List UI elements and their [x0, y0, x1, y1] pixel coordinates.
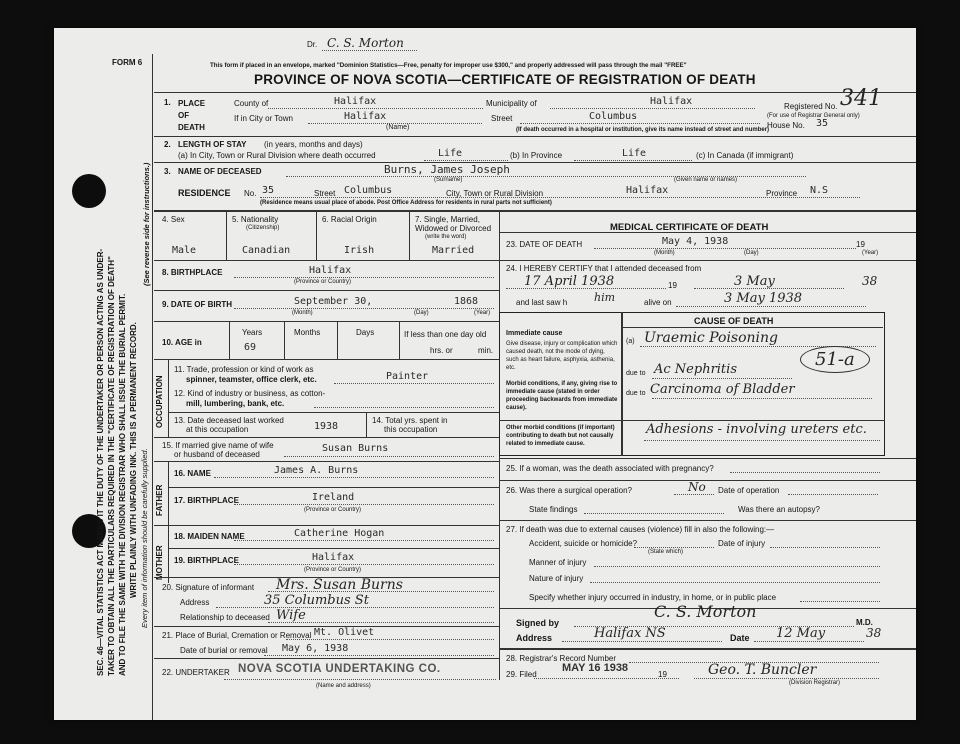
surgical-value: No [688, 480, 706, 494]
stay-province-value: Life [622, 148, 647, 159]
burial-place: Mt. Olivet [314, 627, 375, 638]
certificate-title: PROVINCE OF NOVA SCOTIA—CERTIFICATE OF REGISTRATION OF DEATH [254, 72, 756, 87]
dr-name: C. S. Morton [327, 36, 404, 50]
dr-label: Dr. [307, 40, 318, 49]
dob-year-value: 1868 [454, 296, 479, 307]
father-birthplace: Ireland [312, 492, 355, 503]
sidebar-line-4: WRITE PLAINLY WITH UNFADING INK. THIS IS A PERMANENT RECORD. [129, 322, 138, 598]
cause-code: 51-a [800, 346, 870, 373]
city-value: Halifax [344, 111, 387, 122]
residence-province: N.S [810, 185, 829, 196]
form-number: FORM 6 [112, 58, 143, 67]
informant-signature: Mrs. Susan Burns [276, 577, 403, 593]
cause-due-to-c: Carcinoma of Bladder [650, 382, 795, 397]
marital-status-value: Married [432, 245, 475, 256]
attended-to: 3 May [734, 274, 775, 289]
age-years-value: 69 [244, 342, 257, 353]
length-of-stay-label: LENGTH OF STAY [178, 140, 247, 149]
postage-note: This form if placed in an envelope, marked "Dominion Statistics—Free, penalty for improper use $300," and properly addressed will pass through the mail "FREE" [210, 62, 687, 69]
county-value: Halifax [334, 96, 377, 107]
death-certificate: SEC. 46—VITAL STATISTICS ACT MAKES IT THE DUTY OF THE UNDERTAKER OR PERSON ACTING AS UNDER- TAKER TO OBTAIN ALL THE PARTICULARS REQUIRED IN THE "CERTIFICATE OF REGISTRATION OF DEATH" AND TO FILE THE SAME WITH THE DIVISION REGISTRAR WHO SHALL ISSUE THE BURIAL PERMIT. WRITE PLAINLY WITH UNFADING INK. THIS IS A PERMANENT RECORD. Every item of information should be carefully supplied. (See reverse side for instructions.) FORM 6 Dr. C. S. Morton This form if placed in an envelope, marked "Dominion Statistics—Free, penalty for improper use $300," and properly addressed will pass through the mail "FREE" PROVINCE OF NOVA SCOTIA—CERTIFICATE OF REGISTRATION OF DEATH 1. PLACE OF DEATH County of Halifax Municipality of Halifax Registered No. 341 If in City or Town Halifax (Name) Street Columbus (For use of Registrar General only) House No. 35 (If death occurred in a hospital or institution, give its name instead of street and number) 2. LENGTH OF STAY (in years, months and days) (a) In City, Town or Rural Division where death occurred Life (b) In Province Life (c) In Canada (if immigrant) 3. NAME OF DECEASED Burns, James Joseph (Surname) (Given name or names) RESIDENCE No. 35 Street Columbus City, Town or Rural Division Halifax Province N.S (Residence means usual place of abode. Post Office Address for residents in rural parts not sufficient) 4. Sex Male 5. Nationality (Citizenship) Canadian 6. Racial Origin Irish 7. Single, Married, Widowed or Divorced (write the word) Married 8. BIRTHPLACE Halifax (Province or Country) 9. DATE OF BIRTH September 30, 1868 (Month) (Day) (Year) 10. AGE in Years Months Days If less than one day old hrs. or min. 69 OCCUPATION 11. Trade, profession or kind of work as spinner, teamster, office clerk, etc. Painter 12. Kind of industry or business, as cotton- mill, lumbering, bank, etc. 13. Date deceased last worked at this occupation 1938 14. Total yrs. spent in this occupation 15. If married give name of wife or husband of deceased Susan Burns FATHER 16. NAME James A. Burns 17. BIRTHPLACE Ireland (Province or Country) MOTHER 18. MAIDEN NAME Catherine Hogan 19. BIRTHPLACE Halifax (Province or Country) 20. Signature of informant Mrs. Susan Burns Address 35 Columbus St Relationship to deceased Wife 21. Place of Burial, Cremation or Removal Mt. Olivet Date of burial or removal May 6, 1938 22. UNDERTAKER NOVA SCOTIA UNDERTAKING CO. (Name and address) MEDICAL CERTIFICATE OF DEATH 23. DATE OF DEATH May 4, 1938 19 (Month) (Day) (Year) 24. I HEREBY CERTIFY that I attended deceased from 17 April 1938 19 3 May 38 and last saw h him alive on 3 May 1938 CAUSE OF DEATH Immediate cause Give disease, injury or complication which caused death, not the mode of dying, such as heart failure, asphyxia, asthenia, etc. (a) Uraemic Poisoning 51-a Morbid conditions, if any, giving rise to immediate cause (stated in order proceeding backwards from immediate cause). due to Ac Nephritis due to Carcinoma of Bladder Other morbid conditions (if important) contributing to death but not causally related to immediate cause. Adhesions - involving ureters etc. 25. If a woman, was the death associated with pregnancy? 26. Was there a surgical operation? No Date of operation State findings Was there an autopsy? 27. If death was due to external causes (violence) fill in also the following:— Accident, suicide or homicide? (State which) Date of injury Manner of injury Nature of injury Specify whether injury occurred in industry, in home, or in public place Signed by C. S. Morton M.D. Address Halifax NS Date 12 May 38 28. Registrar's Record Number 29. Filed MAY 16 1938 19 Geo. T. Buncler (Division Registrar) [54, 28, 916, 720]
date-of-death: May 4, 1938 [662, 236, 729, 247]
physician-address: Halifax NS [594, 626, 666, 641]
attended-from: 17 April 1938 [524, 274, 615, 289]
trade-value: Painter [386, 371, 429, 382]
reverse-note: (See reverse side for instructions.) [142, 162, 151, 286]
undertaker-stamp: NOVA SCOTIA UNDERTAKING CO. [238, 663, 441, 675]
street-value: Columbus [589, 111, 638, 122]
father-name: James A. Burns [274, 465, 359, 476]
stay-city-value: Life [438, 148, 463, 159]
municipality-value: Halifax [650, 96, 693, 107]
last-worked-value: 1938 [314, 421, 339, 432]
house-number: 35 [816, 118, 829, 129]
residence-label: RESIDENCE [178, 188, 231, 198]
mother-birthplace: Halifax [312, 552, 355, 563]
alive-on: 3 May 1938 [724, 291, 803, 306]
birthplace-value: Halifax [309, 265, 352, 276]
nationality-value: Canadian [242, 245, 291, 256]
informant-address: 35 Columbus St [264, 593, 369, 608]
sidebar-line-1: SEC. 46—VITAL STATISTICS ACT MAKES IT THE DUTY OF THE UNDERTAKER OR PERSON ACTING AS UNDER- [96, 248, 105, 676]
registered-number: 341 [840, 86, 882, 111]
sidebar-line-5: Every item of information should be carefully supplied. [140, 448, 149, 628]
occupation-side-label: OCCUPATION [155, 375, 164, 428]
racial-origin-value: Irish [344, 245, 375, 256]
filed-stamp: MAY 16 1938 [562, 662, 629, 674]
cause-other: Adhesions - involving ureters etc. [646, 422, 867, 437]
mother-maiden-name: Catherine Hogan [294, 528, 385, 539]
punch-hole-top [72, 174, 106, 208]
place-of-death-label: PLACE OF DEATH [178, 99, 206, 132]
residence-number: 35 [262, 185, 275, 196]
medical-title: MEDICAL CERTIFICATE OF DEATH [610, 222, 769, 233]
physician-sign-year: 38 [866, 626, 882, 640]
spouse-name: Susan Burns [322, 443, 389, 454]
deceased-name: Burns, James Joseph [384, 163, 510, 176]
residence-street: Columbus [344, 185, 393, 196]
informant-relationship: Wife [276, 608, 306, 623]
cause-immediate: Uraemic Poisoning [644, 330, 779, 346]
sidebar-line-3: AND TO FILE THE SAME WITH THE DIVISION REGISTRAR WHO SHALL ISSUE THE BURIAL PERMIT. [118, 293, 127, 676]
attended-year: 38 [862, 274, 878, 288]
registrar-signature: Geo. T. Buncler [708, 662, 817, 678]
sex-value: Male [172, 245, 197, 256]
physician-sign-date: 12 May [776, 626, 826, 641]
sidebar-line-2: TAKER TO OBTAIN ALL THE PARTICULARS REQUIRED IN THE "CERTIFICATE OF REGISTRATION OF DEATH" [107, 256, 116, 676]
burial-date: May 6, 1938 [282, 643, 349, 654]
last-saw-mark: him [594, 291, 616, 304]
cause-due-to-b: Ac Nephritis [654, 362, 737, 377]
residence-city: Halifax [626, 185, 669, 196]
father-side-label: FATHER [155, 484, 164, 516]
dob-value: September 30, [294, 296, 373, 307]
mother-side-label: MOTHER [155, 545, 164, 580]
physician-signature: C. S. Morton [654, 602, 757, 621]
name-of-deceased-label: NAME OF DECEASED [178, 167, 262, 176]
